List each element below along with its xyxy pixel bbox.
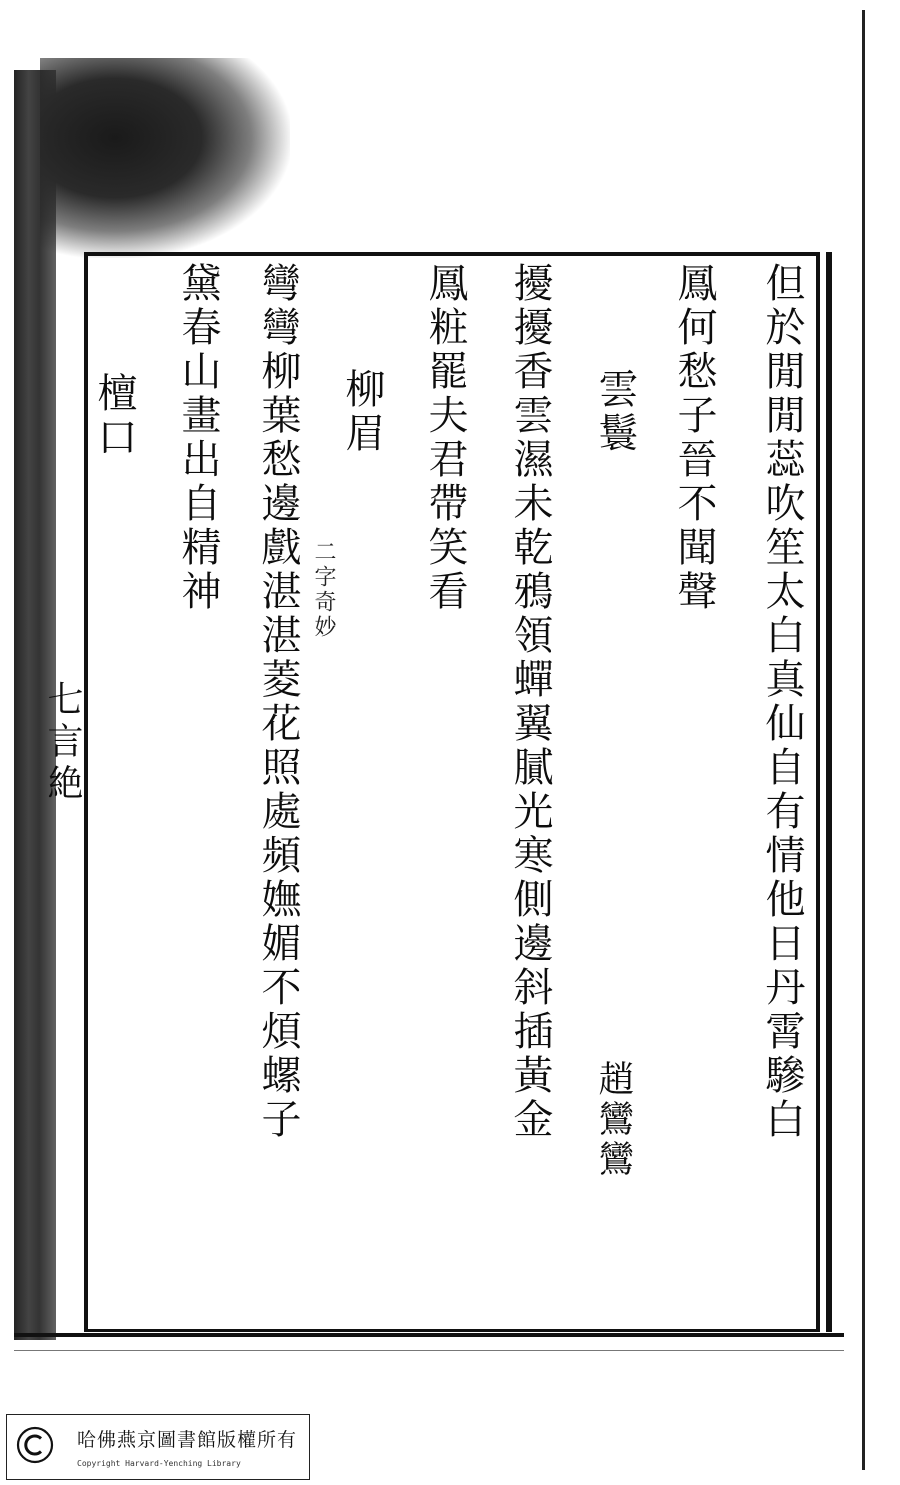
bottom-rule xyxy=(14,1333,844,1337)
commentary-note: 二字奇妙 xyxy=(311,540,336,640)
poem-column-2: 鳳何愁子晉不聞聲 xyxy=(671,262,717,614)
poem-title-liumei: 柳眉 xyxy=(339,368,385,456)
copyright-icon xyxy=(15,1425,55,1465)
bottom-rule-thin xyxy=(14,1350,844,1351)
poem-author: 趙鸞鸞 xyxy=(593,1060,634,1180)
copyright-english: Copyright Harvard-Yenching Library xyxy=(77,1459,241,1468)
ink-stain xyxy=(40,58,290,258)
poem-column-1: 但於閒閒蕊吹笙太白真仙自有情他日丹霄驂白 xyxy=(759,262,805,1142)
poem-column-4: 擾擾香雲濕未乾鴉領蟬翼膩光寒側邊斜插黃金 xyxy=(507,262,553,1142)
copyright-chinese: 哈佛燕京圖書館版權所有 xyxy=(77,1429,298,1451)
poem-title-tankou: 檀口 xyxy=(91,372,137,460)
margin-section-title: 七言絶 xyxy=(42,680,83,806)
poem-column-7: 彎彎柳葉愁邊戲湛湛菱花照處頻嫵媚不煩螺子 xyxy=(255,262,301,1142)
frame-outer-rule xyxy=(826,252,832,1332)
page-edge-line xyxy=(862,10,865,1470)
poem-column-5: 鳳粧罷夫君帶笑看 xyxy=(422,262,468,614)
poem-column-8: 黛春山畫出自精神 xyxy=(175,262,221,614)
copyright-stamp xyxy=(6,1414,310,1480)
poem-title-yunhuan: 雲鬟 xyxy=(592,368,638,456)
